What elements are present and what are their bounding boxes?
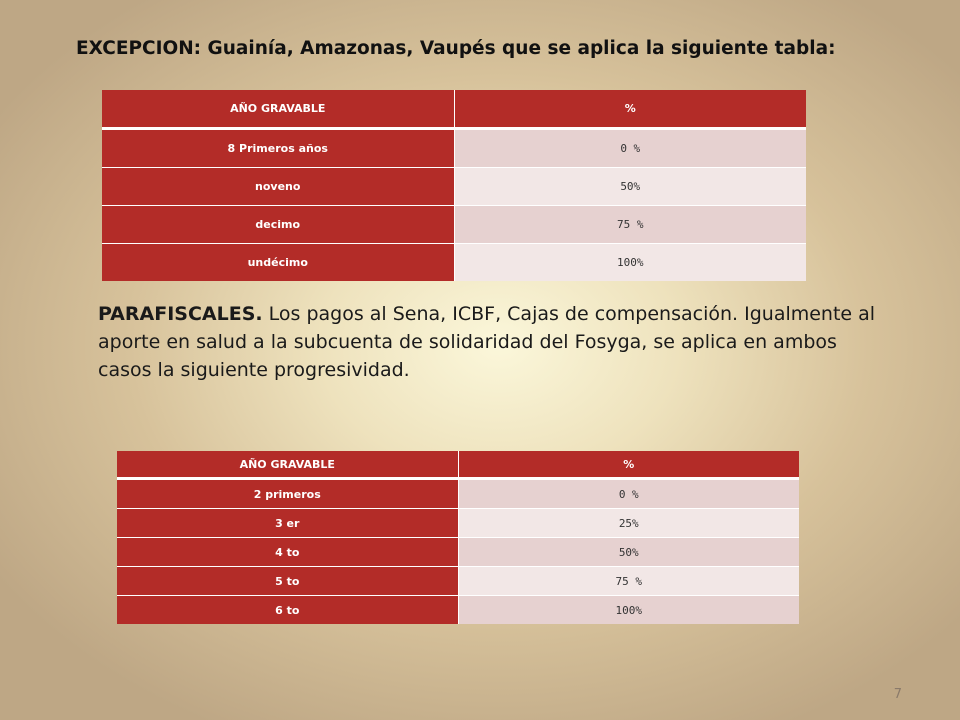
- table-row: [117, 596, 799, 625]
- paragraph-heading: PARAFISCALES.: [98, 303, 263, 325]
- header-percent: %: [454, 90, 806, 129]
- table-row: [117, 509, 799, 538]
- row-label: undécimo: [102, 244, 454, 282]
- table-header-row: [102, 90, 806, 129]
- table-row: [117, 567, 799, 596]
- row-value: 50%: [458, 538, 799, 567]
- table-row: [102, 129, 806, 168]
- row-value: 75 %: [454, 206, 806, 244]
- row-label: 5 to: [117, 567, 458, 596]
- header-percent: %: [458, 451, 799, 479]
- table-row: [117, 479, 799, 509]
- row-value: 75 %: [458, 567, 799, 596]
- row-label: decimo: [102, 206, 454, 244]
- row-value: 100%: [454, 244, 806, 282]
- row-value: 0 %: [458, 479, 799, 509]
- page-number: 7: [893, 687, 902, 702]
- slide-title: EXCEPCION: Guainía, Amazonas, Vaupés que se aplica la siguiente tabla:: [76, 38, 836, 59]
- exception-table: [102, 90, 806, 281]
- row-value: 25%: [458, 509, 799, 538]
- table-row: [102, 206, 806, 244]
- table-row: [102, 244, 806, 282]
- header-year: AÑO GRAVABLE: [117, 451, 458, 479]
- row-label: 8 Primeros años: [102, 129, 454, 168]
- header-year: AÑO GRAVABLE: [102, 90, 454, 129]
- row-value: 0 %: [454, 129, 806, 168]
- table-row: [102, 168, 806, 206]
- parafiscales-table: [117, 451, 799, 624]
- row-label: 2 primeros: [117, 479, 458, 509]
- row-label: 6 to: [117, 596, 458, 625]
- row-label: noveno: [102, 168, 454, 206]
- row-label: 4 to: [117, 538, 458, 567]
- row-value: 100%: [458, 596, 799, 625]
- paragraph-text: Los pagos al Sena, ICBF, Cajas de compensación. Igualmente al aporte en salud a la subcuenta de solidaridad del Fosyga, se aplica en ambos casos la siguiente progresividad.: [98, 303, 876, 381]
- parafiscales-paragraph: [98, 300, 888, 384]
- row-label: 3 er: [117, 509, 458, 538]
- row-value: 50%: [454, 168, 806, 206]
- table-header-row: [117, 451, 799, 479]
- table-row: [117, 538, 799, 567]
